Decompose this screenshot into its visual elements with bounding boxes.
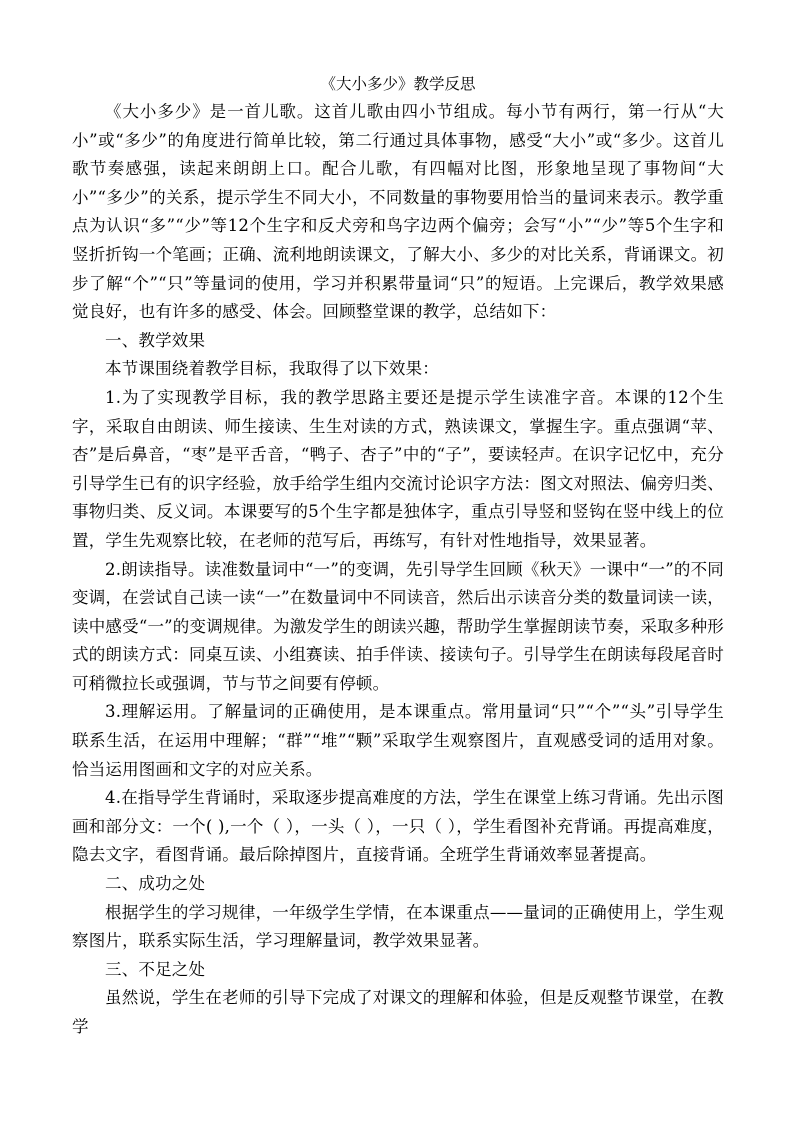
- effect-item-4: 4.在指导学生背诵时，采取逐步提高难度的方法，学生在课堂上练习背诵。先出示图画和部分文：一个( ),一个（ ），一头（ ），一只（ ），学生看图补充背诵。再提高难度，隐去文字，看图背诵。最后除掉图片，直接背诵。全班学生背诵效率显著提高。: [72, 788, 724, 865]
- section-heading-success: 二、成功之处: [105, 874, 206, 894]
- document-body: [72, 70, 724, 1042]
- shortcomings-paragraph: 虽然说，学生在老师的引导下完成了对课文的理解和体验，但是反观整节课堂，在教学: [72, 988, 724, 1036]
- section-heading-teaching-effect: 一、教学效果: [105, 330, 206, 350]
- section-heading-shortcomings: 三、不足之处: [105, 959, 206, 979]
- success-paragraph: 根据学生的学习规律，一年级学生学情，在本课重点——量词的正确使用上，学生观察图片，联系实际生活，学习理解量词，教学效果显著。: [72, 902, 724, 951]
- effect-item-3: 3.理解运用。了解量词的正确使用，是本课重点。常用量词“只”“个”“头”引导学生联系生活，在运用中理解；“群”“堆”“颗”采取学生观察图片，直观感受词的适用对象。恰当运用图画和文字的对应关系。: [72, 702, 724, 779]
- intro-paragraph: 《大小多少》是一首儿歌。这首儿歌由四小节组成。每小节有两行，第一行从“大小”或“多少”的角度进行简单比较，第二行通过具体事物，感受“大小”或“多少。这首儿歌节奏感强，读起来朗朗上口。配合儿歌，有四幅对比图，形象地呈现了事物间“大小”“多少”的关系，提示学生不同大小，不同数量的事物要用恰当的量词来表示。教学重点为认识“多”“少”等12个生字和反犬旁和鸟字边两个偏旁；会写“小”“少”等5个生字和竖折折钩一个笔画；正确、流利地朗读课文，了解大小、多少的对比关系，背诵课文。初步了解“个”“只”等量词的使用，学习并积累带量词“只”的短语。上完课后，教学效果感觉良好，也有许多的感受、体会。回顾整堂课的教学，总结如下：: [72, 102, 724, 322]
- effect-item-2: 2.朗读指导。读准数量词中“一”的变调，先引导学生回顾《秋天》一课中“一”的不同变调，在尝试自己读一读“一”在数量词中不同读音，然后出示读音分类的数量词读一读，读中感受“一”的变调规律。为激发学生的朗读兴趣，帮助学生掌握朗读节奏，采取多种形式的朗读方式：同桌互读、小组赛读、拍手伴读、接读句子。引导学生在朗读每段尾音时可稍微拉长或强调，节与节之间要有停顿。: [72, 559, 724, 693]
- document-title: 《大小多少》教学反思: [320, 75, 476, 93]
- effect-item-1: 1.为了实现教学目标，我的教学思路主要还是提示学生读准字音。本课的12个生字，采取自由朗读、师生接读、生生对读的方式，熟读课文，掌握生字。重点强调“苹、杏”是后鼻音，“枣”是平舌音，“鸭子、杏子”中的“子”，要读轻声。在识字记忆中，充分引导学生已有的识字经验，放手给学生组内交流讨论识字方法：图文对照法、偏旁归类、事物归类、反义词。本课要写的5个生字都是独体字，重点引导竖和竖钩在竖中线上的位置，学生先观察比较，在老师的范写后，再练写，有针对性地指导，效果显著。: [72, 387, 724, 550]
- effect-intro-paragraph: 本节课围绕着教学目标，我取得了以下效果：: [105, 359, 439, 379]
